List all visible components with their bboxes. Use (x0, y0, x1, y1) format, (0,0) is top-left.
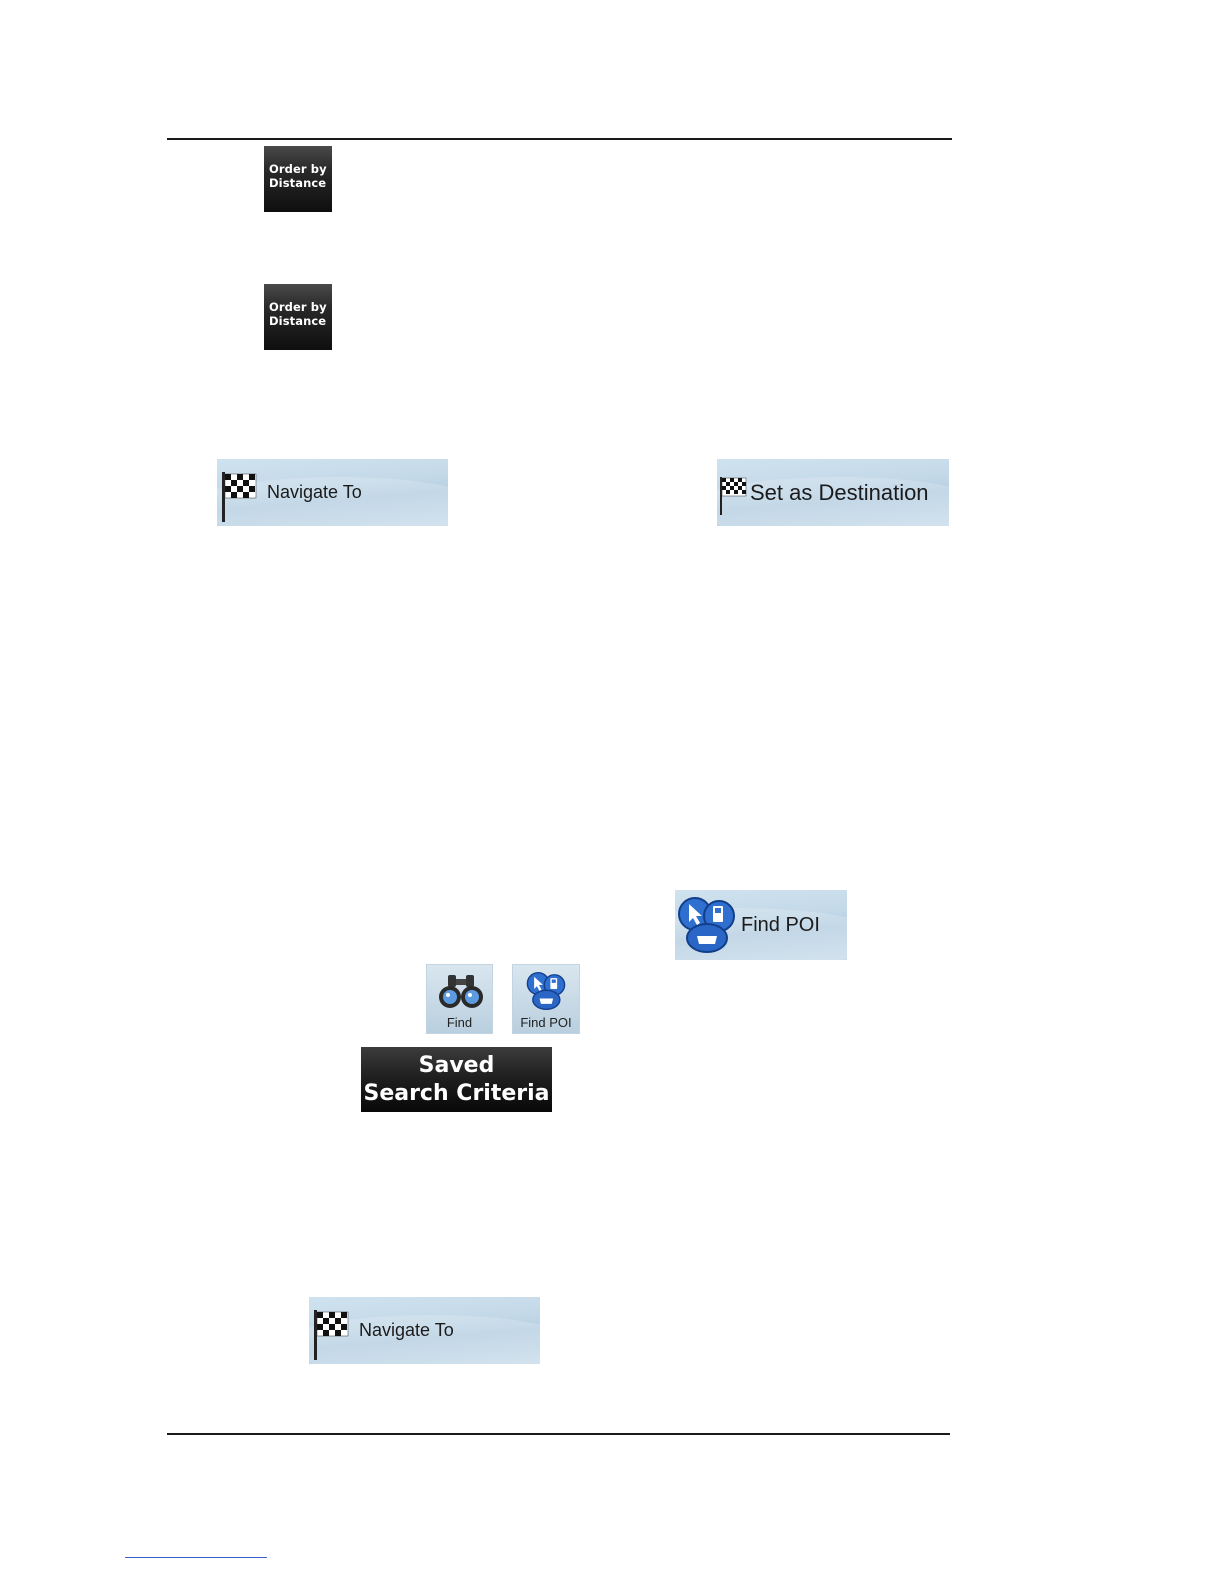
header-rule (167, 138, 952, 140)
button-label-line2: Distance (269, 176, 327, 190)
checkered-flag-icon (719, 475, 749, 515)
navigate-to-button[interactable] (309, 1297, 540, 1364)
checkered-flag-icon (312, 1306, 352, 1360)
set-as-destination-button[interactable] (717, 459, 949, 526)
button-label-line1: Order by (269, 162, 327, 176)
poi-icon (524, 970, 570, 1012)
navigate-to-button[interactable] (217, 459, 448, 526)
button-label: Find (446, 1015, 473, 1030)
button-label-line2: Search Criteria (363, 1081, 550, 1106)
button-label: Navigate To (267, 482, 362, 502)
button-label-line1: Order by (269, 300, 327, 314)
button-label: Find POI (741, 914, 820, 936)
order-by-distance-button[interactable] (264, 284, 332, 350)
find-poi-button[interactable] (512, 964, 580, 1034)
order-by-distance-button[interactable] (264, 146, 332, 212)
footer-link-underline (125, 1557, 267, 1558)
saved-search-criteria-button[interactable] (361, 1047, 552, 1112)
button-label: Set as Destination (750, 480, 929, 505)
poi-icon (677, 894, 739, 956)
button-label: Find POI (520, 1015, 572, 1030)
find-button[interactable] (426, 964, 493, 1034)
button-label-line2: Distance (269, 314, 327, 328)
find-poi-button[interactable] (675, 890, 847, 960)
footer-rule (167, 1433, 950, 1435)
button-label: Navigate To (359, 1320, 454, 1340)
button-label-line1: Saved (418, 1053, 495, 1078)
binoculars-icon (438, 971, 484, 1011)
checkered-flag-icon (220, 468, 260, 522)
